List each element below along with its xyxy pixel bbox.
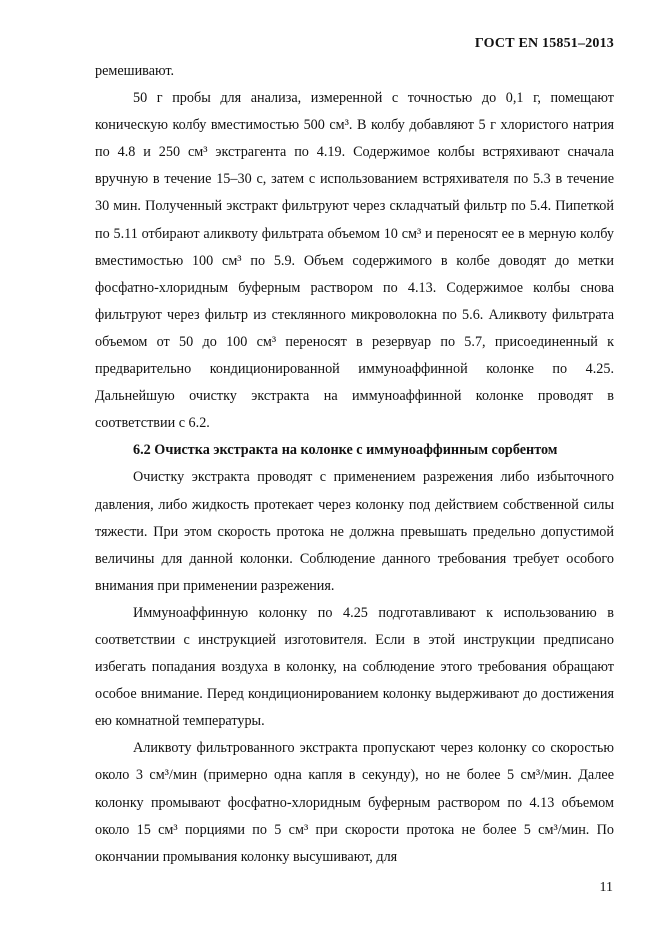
paragraph-continuation: ремешивают. [95, 63, 175, 79]
paragraph-aliquot: Аликвоту фильтрованного экстракта пропускают через колонку со скоростью около 3 см³/мин (примерно одна капля в секунду), но не более 5 см³/мин. Далее колонку промывают фосфатно-хлоридным буферным раствором по 4.13 объемом около 15 см³ порциями по 5 см³ при скорости протока не более 5 см³/мин. По окончании промывания колонку высушивают, для [95, 740, 614, 865]
document-header: ГОСТ EN 15851–2013 [474, 36, 614, 51]
page-number: 11 [599, 880, 613, 895]
paragraph-extraction: 50 г пробы для анализа, измеренной с точностью до 0,1 г, помещают коническую колбу вместимостью 500 см³. В колбу добавляют 5 г хлористого натрия по 4.8 и 250 см³ экстрагента по 4.19. Содержимое колбы встряхивают сначала вручную в течение 15–30 с, затем с использованием встряхивателя по 5.3 в течение 30 мин. Полученный экстракт фильтруют через складчатый фильтр по 5.4. Пипеткой по 5.11 отбирают аликвоту фильтрата объемом 10 см³ и переносят ее в мерную колбу вместимостью 100 см³ по 5.9. Объем содержимого в колбе доводят до метки фосфатно-хлоридным буферным раствором по 4.13. Содержимое колбы снова фильтруют через фильтр из стеклянного микроволокна по 5.6. Аликвоту фильтрата объемом от 50 до 100 см³ переносят в резервуар по 5.7, присоединенный к предварительно кондиционированной иммуноаффинной колонке по 4.25. Дальнейшую очистку экстракта на иммуноаффинной колонке проводят в соответствии с 6.2. [95, 90, 614, 432]
body-text [95, 58, 614, 871]
section-title: 6.2 Очистка экстракта на колонке с иммуноаффинным сорбентом [133, 442, 558, 459]
paragraph-cleanup-method: Очистку экстракта проводят с применением разрежения либо избыточного давления, либо жидкость протекает через колонку под действием собственной силы тяжести. При этом скорость протока не должна превышать предельно допустимой величины для данной колонки. Соблюдение данного требования требует особого внимания при применении разрежения. [95, 469, 614, 594]
paragraph-column-prep: Иммуноаффинную колонку по 4.25 подготавливают к использованию в соответствии с инструкцией изготовителя. Если в этой инструкции предписано избегать попадания воздуха в колонку, на соблюдение этого требования обращают особое внимание. Перед кондиционированием колонку выдерживают до достижения ею комнатной температуры. [95, 604, 614, 730]
